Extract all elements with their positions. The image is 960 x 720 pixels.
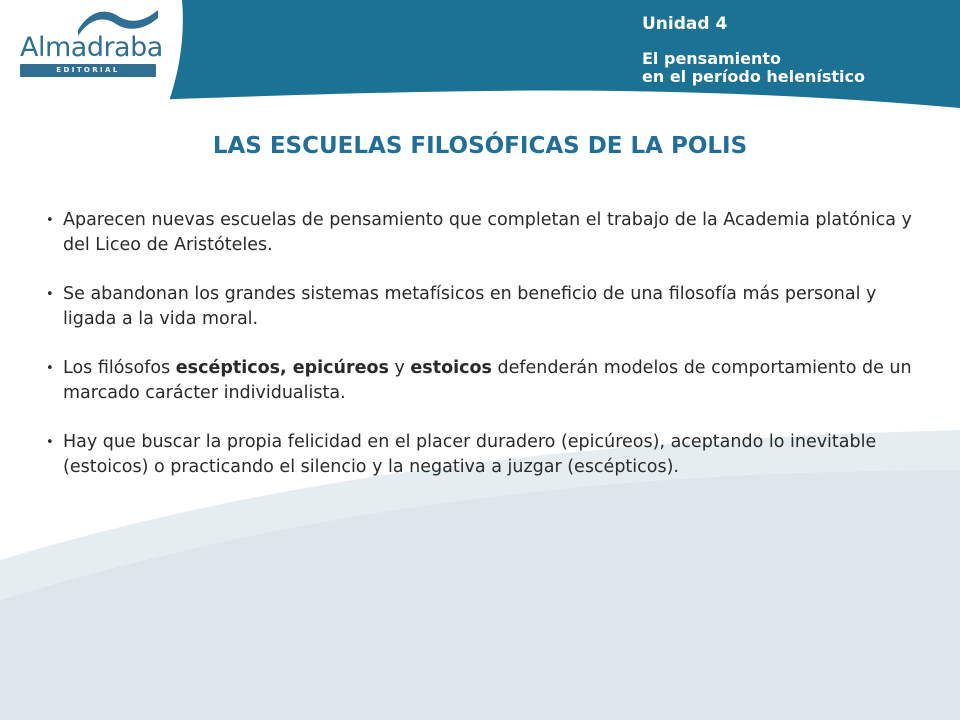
unit-topic-line-2: en el período helenístico xyxy=(642,67,865,86)
bullet-text-post: defenderán modelos de comportamiento de un marcado carácter individualista. xyxy=(63,358,912,403)
publisher-logo xyxy=(16,6,161,74)
unit-topic-line-1: El pensamiento xyxy=(642,49,782,68)
bullet-text-pre: Los filósofos xyxy=(63,358,176,378)
bullet-text: Aparecen nuevas escuelas de pensamiento que completan el trabajo de la Academia platónica y del Liceo de Aristóteles. xyxy=(63,210,912,255)
unit-topic xyxy=(642,50,865,86)
bullet-icon: • xyxy=(46,213,54,228)
slide-title: LAS ESCUELAS FILOSÓFICAS DE LA POLIS xyxy=(212,133,748,159)
bullet-icon: • xyxy=(46,435,54,450)
bullet-text: Se abandonan los grandes sistemas metafísicos en beneficio de una filosofía más personal y ligada a la vida moral. xyxy=(63,284,877,329)
bullet-item xyxy=(46,356,926,406)
logo-name: Almadraba xyxy=(20,32,163,63)
lower-wave xyxy=(0,470,960,720)
bullet-list xyxy=(46,208,926,504)
bullet-item xyxy=(46,430,926,480)
bullet-icon: • xyxy=(46,361,54,376)
logo-bar xyxy=(20,64,156,77)
bullet-text-mid: y xyxy=(388,358,411,378)
bullet-item xyxy=(46,282,926,332)
bullet-icon: • xyxy=(46,287,54,302)
logo-subtitle: EDITORIAL xyxy=(56,66,120,74)
bullet-emphasis-stoics: estoicos xyxy=(410,358,492,378)
bullet-emphasis-schools: escépticos, epicúreos xyxy=(175,358,389,378)
bullet-text: Hay que buscar la propia felicidad en el placer duradero (epicúreos), aceptando lo inevitable (estoicos) o practicando el silencio y la negativa a juzgar (escépticos). xyxy=(63,432,877,477)
unit-label: Unidad 4 xyxy=(642,14,728,34)
bullet-text xyxy=(63,358,912,403)
bullet-item xyxy=(46,208,926,258)
